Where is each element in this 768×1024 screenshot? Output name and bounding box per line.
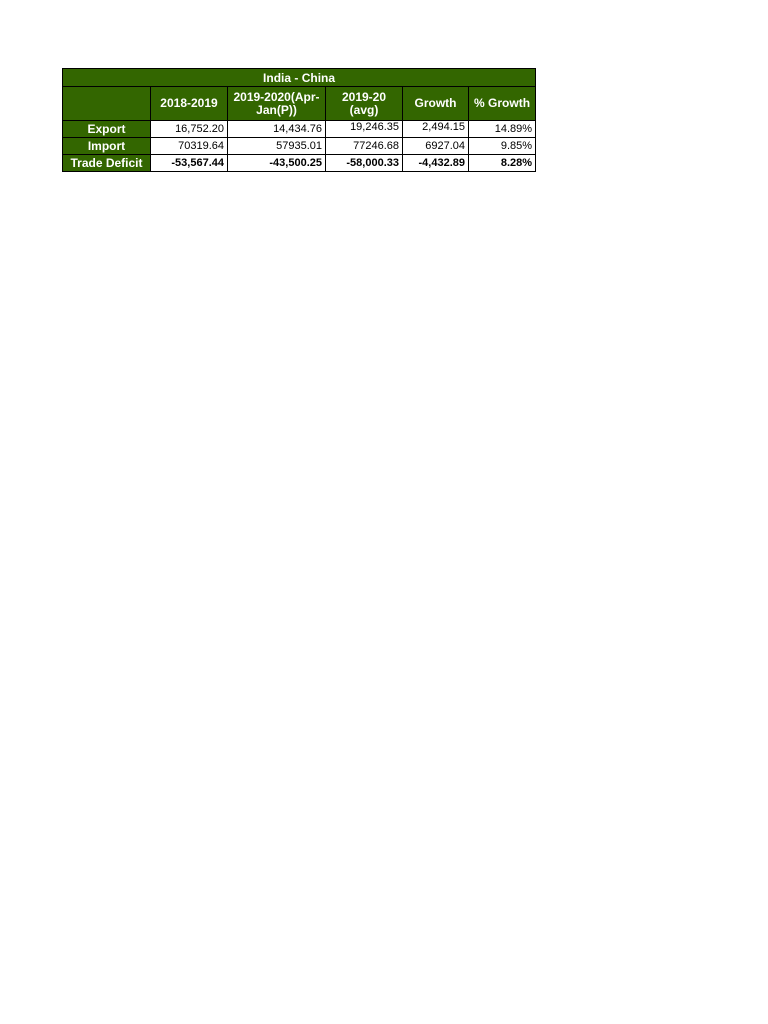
table-row-import: [63, 138, 536, 155]
table-row-trade-deficit: [63, 155, 536, 172]
header-row: [63, 87, 536, 121]
header-growth: Growth: [403, 87, 469, 121]
cell-export-growth: 2,494.15: [403, 121, 469, 138]
cell-import-growth: 6927.04: [403, 138, 469, 155]
cell-import-percent-growth: 9.85%: [469, 138, 536, 155]
row-label-export: Export: [63, 121, 151, 138]
cell-export-2019-2020: 14,434.76: [228, 121, 326, 138]
cell-deficit-2018-2019: -53,567.44: [151, 155, 228, 172]
cell-export-2018-2019: 16,752.20: [151, 121, 228, 138]
title-row: [63, 69, 536, 87]
table-row-export: [63, 121, 536, 138]
header-2019-2020-apr-jan: 2019-2020(Apr-Jan(P)): [228, 87, 326, 121]
header-2018-2019: 2018-2019: [151, 87, 228, 121]
cell-deficit-growth: -4,432.89: [403, 155, 469, 172]
cell-import-2018-2019: 70319.64: [151, 138, 228, 155]
header-percent-growth: % Growth: [469, 87, 536, 121]
cell-deficit-percent-growth: 8.28%: [469, 155, 536, 172]
cell-deficit-2019-2020: -43,500.25: [228, 155, 326, 172]
header-2019-20-avg: 2019-20 (avg): [326, 87, 403, 121]
cell-export-2019-20-avg: 19,246.35: [326, 121, 403, 138]
row-label-import: Import: [63, 138, 151, 155]
cell-export-percent-growth: 14.89%: [469, 121, 536, 138]
table-title: India - China: [63, 69, 536, 87]
row-label-trade-deficit: Trade Deficit: [63, 155, 151, 172]
header-corner: [63, 87, 151, 121]
india-china-trade-table: [62, 68, 536, 172]
trade-table-container: [62, 68, 535, 172]
cell-import-2019-2020: 57935.01: [228, 138, 326, 155]
cell-deficit-2019-20-avg: -58,000.33: [326, 155, 403, 172]
cell-import-2019-20-avg: 77246.68: [326, 138, 403, 155]
